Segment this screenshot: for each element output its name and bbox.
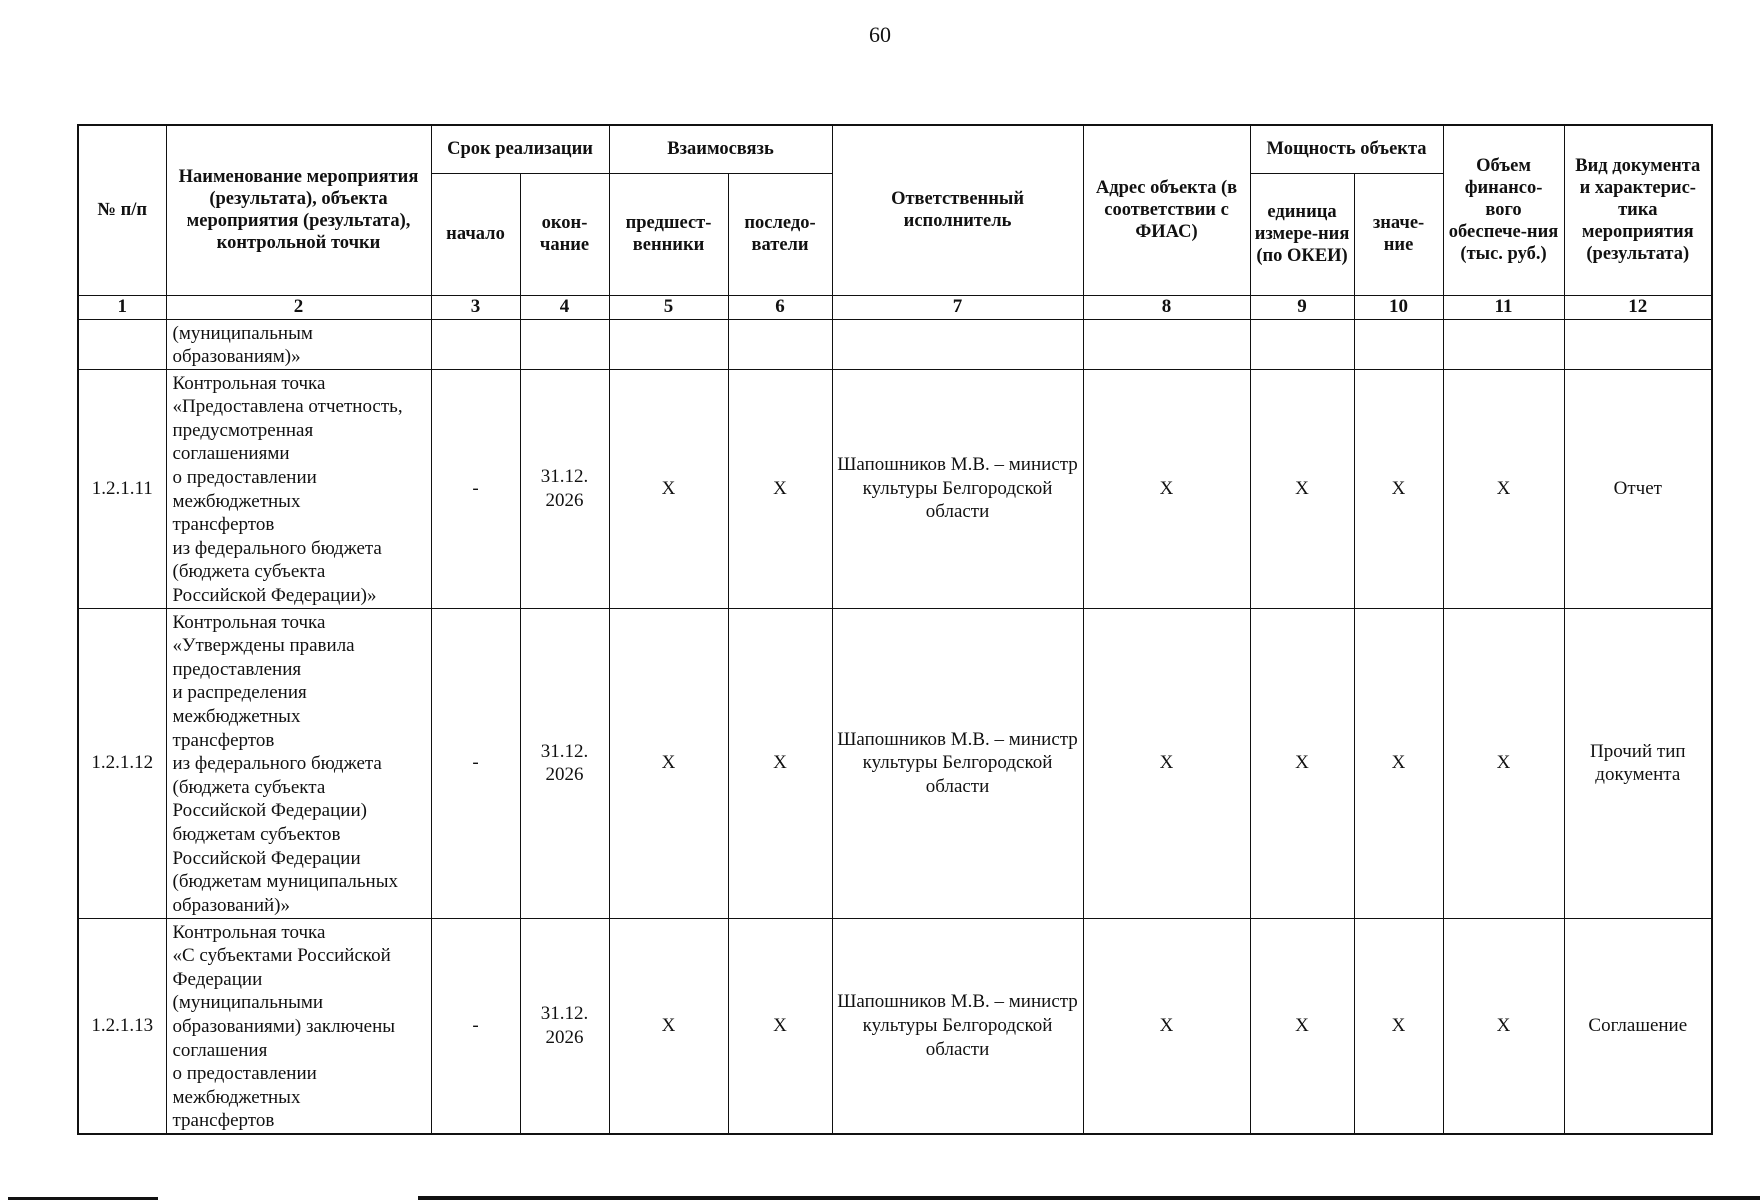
row-unit: Х: [1250, 608, 1354, 918]
row-funding: [1443, 319, 1564, 369]
row-name-line: Контрольная точка: [172, 372, 326, 394]
row-num: [78, 319, 166, 369]
row-name-line: образованиям)»: [172, 346, 301, 368]
row-start: -: [431, 369, 520, 608]
row-funding: Х: [1443, 918, 1564, 1134]
row-doc-type: [1564, 319, 1712, 369]
row-name-line: (бюджета субъекта: [172, 561, 326, 583]
row-funding: Х: [1443, 608, 1564, 918]
row-address: Х: [1083, 608, 1250, 918]
row-doc-type: Отчет: [1564, 369, 1712, 608]
row-name: [166, 608, 431, 918]
table-row: [78, 319, 1712, 369]
row-name-line: предоставления: [172, 658, 302, 680]
row-name-line: образованиями) заключены: [172, 1016, 396, 1037]
row-name-line: Контрольная точка: [172, 921, 326, 943]
bottom-rule-right: [418, 1196, 1760, 1200]
row-value: Х: [1354, 918, 1443, 1134]
row-name-line: Российской Федерации)»: [172, 585, 377, 607]
row-name-line: Российской Федерации): [172, 800, 367, 822]
row-name: [166, 319, 431, 369]
row-name-line: о предоставлении: [172, 467, 317, 489]
column-number: 4: [520, 295, 609, 319]
page-number: 60: [869, 22, 891, 47]
header-unit: единица измере-ния (по ОКЕИ): [1250, 173, 1354, 295]
row-start: -: [431, 608, 520, 918]
header-term-start: начало: [431, 173, 520, 295]
row-address: Х: [1083, 918, 1250, 1134]
row-address: [1083, 319, 1250, 369]
row-name-line: бюджетам субъектов: [172, 823, 341, 845]
row-funding: Х: [1443, 369, 1564, 608]
column-number: 3: [431, 295, 520, 319]
table-row: [78, 608, 1712, 918]
column-number: 12: [1564, 295, 1712, 319]
row-num: 1.2.1.11: [78, 369, 166, 608]
row-predecessors: Х: [609, 369, 728, 608]
header-capacity: Мощность объекта: [1250, 125, 1443, 173]
row-name-line: трансфертов: [172, 729, 275, 751]
header-name: Наименование мероприятия (результата), объекта мероприятия (результата), контрольной точки: [166, 125, 431, 295]
row-responsible: [832, 319, 1083, 369]
row-name-line: «Предоставлена отчетность,: [172, 396, 403, 418]
row-unit: Х: [1250, 369, 1354, 608]
row-name-line: «С субъектами Российской: [172, 945, 391, 967]
row-value: Х: [1354, 608, 1443, 918]
header-term-end: окон-чание: [520, 173, 609, 295]
row-name-line: (муниципальными: [172, 992, 324, 1014]
row-value: Х: [1354, 369, 1443, 608]
header-address: Адрес объекта (в соответствии с ФИАС): [1083, 125, 1250, 295]
row-doc-type: Прочий тип документа: [1564, 608, 1712, 918]
row-start: -: [431, 918, 520, 1134]
column-number: 10: [1354, 295, 1443, 319]
row-predecessors: Х: [609, 608, 728, 918]
row-name-line: трансфертов: [172, 1110, 275, 1132]
row-address: Х: [1083, 369, 1250, 608]
row-name-line: соглашения: [172, 1039, 268, 1061]
row-name: [166, 918, 431, 1134]
row-name-line: межбюджетных: [172, 1086, 301, 1108]
row-predecessors: [609, 319, 728, 369]
header-predecessors: предшест-венники: [609, 173, 728, 295]
row-doc-type: Соглашение: [1564, 918, 1712, 1134]
row-successors: Х: [728, 608, 832, 918]
row-name-line: Российской Федерации: [172, 847, 361, 869]
column-number: 1: [78, 295, 166, 319]
header-doc-type: Вид документа и характерис-тика мероприятия (результата): [1564, 125, 1712, 295]
row-name-line: из федерального бюджета: [172, 537, 382, 559]
row-name-line: о предоставлении: [172, 1063, 317, 1085]
row-responsible: Шапошников М.В. – министр культуры Белгородской области: [832, 918, 1083, 1134]
header-relation: Взаимосвязь: [609, 125, 832, 173]
header-funding: Объем финансо-вого обеспече-ния (тыс. руб.): [1443, 125, 1564, 295]
row-predecessors: Х: [609, 918, 728, 1134]
column-number: 7: [832, 295, 1083, 319]
row-successors: Х: [728, 918, 832, 1134]
row-successors: Х: [728, 369, 832, 608]
row-unit: Х: [1250, 918, 1354, 1134]
header-value: значе-ние: [1354, 173, 1443, 295]
column-number: 5: [609, 295, 728, 319]
row-name-line: образований)»: [172, 894, 290, 916]
row-unit: [1250, 319, 1354, 369]
column-number: 8: [1083, 295, 1250, 319]
row-name: [166, 369, 431, 608]
row-name-line: и распределения: [172, 682, 307, 704]
row-name-line: Федерации: [172, 968, 263, 990]
column-number: 11: [1443, 295, 1564, 319]
row-end: 31.12. 2026: [520, 369, 609, 608]
row-num: 1.2.1.13: [78, 918, 166, 1134]
row-end: 31.12. 2026: [520, 608, 609, 918]
column-number: 2: [166, 295, 431, 319]
row-name-line: (муниципальным: [172, 322, 313, 344]
row-value: [1354, 319, 1443, 369]
header-responsible: Ответственный исполнитель: [832, 125, 1083, 295]
row-name-line: (бюджета субъекта: [172, 776, 326, 798]
row-responsible: Шапошников М.В. – министр культуры Белгородской области: [832, 608, 1083, 918]
row-name-line: из федерального бюджета: [172, 753, 382, 775]
row-name-line: соглашениями: [172, 443, 290, 465]
column-numbers-row: [78, 295, 1712, 319]
row-name-line: предусмотренная: [172, 419, 314, 441]
column-number: 6: [728, 295, 832, 319]
activities-table: [77, 124, 1713, 1135]
header-successors: последо-ватели: [728, 173, 832, 295]
row-name-line: (бюджетам муниципальных: [172, 871, 398, 893]
row-end: [520, 319, 609, 369]
row-num: 1.2.1.12: [78, 608, 166, 918]
column-number: 9: [1250, 295, 1354, 319]
row-name-line: Контрольная точка: [172, 611, 326, 633]
row-start: [431, 319, 520, 369]
row-name-line: межбюджетных: [172, 490, 301, 512]
header-term: Срок реализации: [431, 125, 609, 173]
table-row: [78, 918, 1712, 1134]
row-name-line: межбюджетных: [172, 706, 301, 727]
row-successors: [728, 319, 832, 369]
row-responsible: Шапошников М.В. – министр культуры Белгородской области: [832, 369, 1083, 608]
table-row: [78, 369, 1712, 608]
header-num: № п/п: [78, 125, 166, 295]
row-name-line: «Утверждены правила: [172, 635, 355, 657]
row-end: 31.12. 2026: [520, 918, 609, 1134]
row-name-line: трансфертов: [172, 514, 275, 536]
